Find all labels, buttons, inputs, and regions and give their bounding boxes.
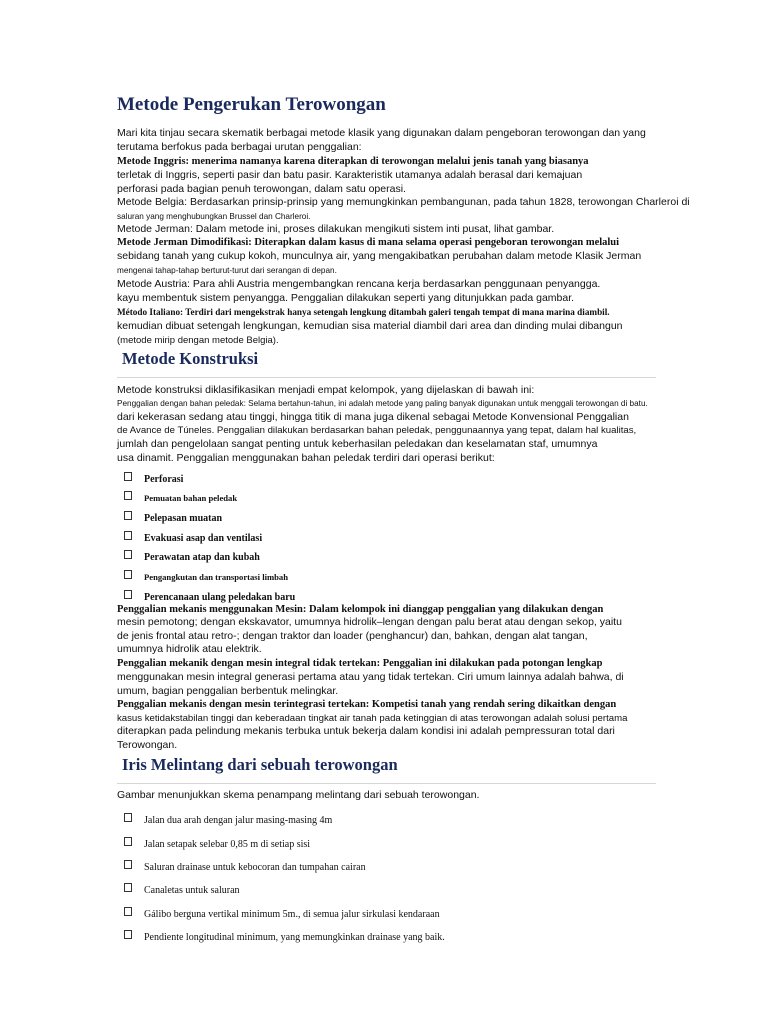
list-item: Pengangkutan dan transportasi limbah <box>124 569 288 584</box>
section-line: kasus ketidakstabilan tinggi dan keberadaan tingkat air tanah pada ketinggian di atas terowongan adalah solusi pertama <box>117 713 628 724</box>
intro-line-method-italian: Método Italiano: Terdiri dari mengekstrak hanya setengah lengkung ditambah galeri tengah tempat di mana marina diambil. <box>117 307 610 317</box>
section-line: jumlah dan pengelolaan sangat penting untuk keberhasilan peledakan dan keselamatan staf, umumnya <box>117 438 598 450</box>
section-divider <box>117 783 656 784</box>
section-line: Terowongan. <box>117 739 178 751</box>
section-line: umumnya hidrolik atau elektrik. <box>117 643 262 655</box>
list-item: Pelepasan muatan <box>124 510 222 525</box>
checkbox-icon <box>124 813 132 822</box>
intro-line-method-belgian: Metode Belgia: Berdasarkan prinsip-prinsip yang memungkinkan pembangunan, pada tahun 1828, terowongan Charleroi di <box>117 196 690 208</box>
checkbox-icon <box>124 511 132 520</box>
section-line: de jenis frontal atau retro-; dengan traktor dan loader (penghancur) dan, bahkan, dengan alat tangan, <box>117 630 588 642</box>
intro-line: kemudian dibuat setengah lengkungan, kemudian sisa material diambil dari area dan dinding mulai dibangun <box>117 320 623 332</box>
section-line: diterapkan pada pelindung mekanis terbuka untuk bekerja dalam kondisi ini adalah pempressuran total dari <box>117 725 615 737</box>
section-line-integral-pressurized: Penggalian mekanis dengan mesin terintegrasi tertekan: Kompetisi tanah yang rendah sering dikaitkan dengan <box>117 699 617 710</box>
section-heading-cross-section: Iris Melintang dari sebuah terowongan <box>122 755 398 774</box>
checkbox-icon <box>124 883 132 892</box>
list-item: Evakuasi asap dan ventilasi <box>124 530 262 545</box>
checkbox-icon <box>124 930 132 939</box>
section-divider <box>117 377 656 378</box>
section-line: menggunakan mesin integral generasi pertama atau yang tidak tertekan. Ciri umum lainnya adalah bahwa, di <box>117 671 624 683</box>
section-line: de Avance de Túneles. Penggalian dilakukan berdasarkan bahan peledak, penggunaannya yang tepat, dalam hal kualitas, <box>117 425 637 436</box>
checkbox-icon <box>124 491 132 500</box>
section-line: umum, bagian penggalian berbentuk melingkar. <box>117 685 339 697</box>
section-line: Gambar menunjukkan skema penampang melintang dari sebuah terowongan. <box>117 789 480 801</box>
list-item: Canaletas untuk saluran <box>124 882 240 897</box>
list-item: Saluran drainase untuk kebocoran dan tumpahan cairan <box>124 859 366 874</box>
section-line: dari kekerasan sedang atau tinggi, hingga titik di mana juga dikenal sebagai Metode Konvensional Penggalian <box>117 411 629 423</box>
list-item: Pemuatan bahan peledak <box>124 490 237 505</box>
section-line-mechanical: Penggalian mekanis menggunakan Mesin: Dalam kelompok ini dianggap penggalian yang dilakukan dengan <box>117 604 604 615</box>
intro-line: saluran yang menghubungkan Brussel dan Charleroi. <box>117 212 311 221</box>
intro-line: terutama berfokus pada berbagai urutan penggalian: <box>117 141 362 153</box>
intro-line-method-english: Metode Inggris: menerima namanya karena diterapkan di terowongan melalui jenis tanah yang biasanya <box>117 156 589 167</box>
section-line: mesin pemotong; dengan ekskavator, umumnya hidrolik–lengan dengan palu berat atau dengan sekop, yaitu <box>117 616 622 628</box>
intro-line-method-austrian: Metode Austria: Para ahli Austria mengembangkan rencana kerja berdasarkan penggunaan penyangga. <box>117 278 601 290</box>
intro-line: sebidang tanah yang cukup kokoh, munculnya air, yang mengakibatkan perubahan dalam metode Klasik Jerman <box>117 250 642 262</box>
list-item: Jalan setapak selebar 0,85 m di setiap sisi <box>124 836 310 851</box>
checkbox-icon <box>124 550 132 559</box>
checkbox-icon <box>124 907 132 916</box>
intro-line: (metode mirip dengan metode Belgia). <box>117 335 279 346</box>
section-line: Metode konstruksi diklasifikasikan menjadi empat kelompok, yang dijelaskan di bawah ini: <box>117 384 535 396</box>
checkbox-icon <box>124 531 132 540</box>
intro-line: Mari kita tinjau secara skematik berbagai metode klasik yang digunakan dalam pengeboran terowongan dan yang <box>117 127 646 139</box>
checkbox-icon <box>124 472 132 481</box>
intro-line-method-german: Metode Jerman: Dalam metode ini, proses dilakukan mengikuti sistem inti pusat, lihat gambar. <box>117 223 555 235</box>
intro-line-method-german-modified: Metode Jerman Dimodifikasi: Diterapkan dalam kasus di mana selama operasi pengeboran terowongan melalui <box>117 237 620 248</box>
intro-line: terletak di Inggris, seperti pasir dan batu pasir. Karakteristik utamanya adalah berasal dari kemajuan <box>117 169 583 181</box>
intro-line: mengenai tahap-tahap berturut-turut dari serangan di depan. <box>117 266 337 275</box>
checkbox-icon <box>124 590 132 599</box>
section-line: Penggalian dengan bahan peledak: Selama bertahun-tahun, ini adalah metode yang paling banyak digunakan untuk menggali terowongan di batu. <box>117 399 648 408</box>
list-item: Perencanaan ulang peledakan baru <box>124 589 295 604</box>
section-heading-construction: Metode Konstruksi <box>122 349 259 368</box>
section-line: usa dinamit. Penggalian menggunakan bahan peledak terdiri dari operasi berikut: <box>117 452 495 464</box>
list-item: Jalan dua arah dengan jalur masing-masing 4m <box>124 812 332 827</box>
list-item: Perforasi <box>124 471 183 486</box>
checkbox-icon <box>124 570 132 579</box>
list-item: Pendiente longitudinal minimum, yang memungkinkan drainase yang baik. <box>124 929 445 944</box>
intro-line: kayu membentuk sistem penyangga. Penggalian dilakukan seperti yang ditunjukkan pada gambar. <box>117 292 575 304</box>
list-item: Gálibo berguna vertikal minimum 5m., di semua jalur sirkulasi kendaraan <box>124 906 440 921</box>
checkbox-icon <box>124 837 132 846</box>
list-item: Perawatan atap dan kubah <box>124 549 260 564</box>
section-line-integral-unpressurized: Penggalian mekanik dengan mesin integral tidak tertekan: Penggalian ini dilakukan pada potongan lengkap <box>117 658 603 669</box>
checkbox-icon <box>124 860 132 869</box>
page-title: Metode Pengerukan Terowongan <box>117 94 386 115</box>
intro-line: perforasi pada bagian penuh terowongan, dalam satu operasi. <box>117 183 406 195</box>
